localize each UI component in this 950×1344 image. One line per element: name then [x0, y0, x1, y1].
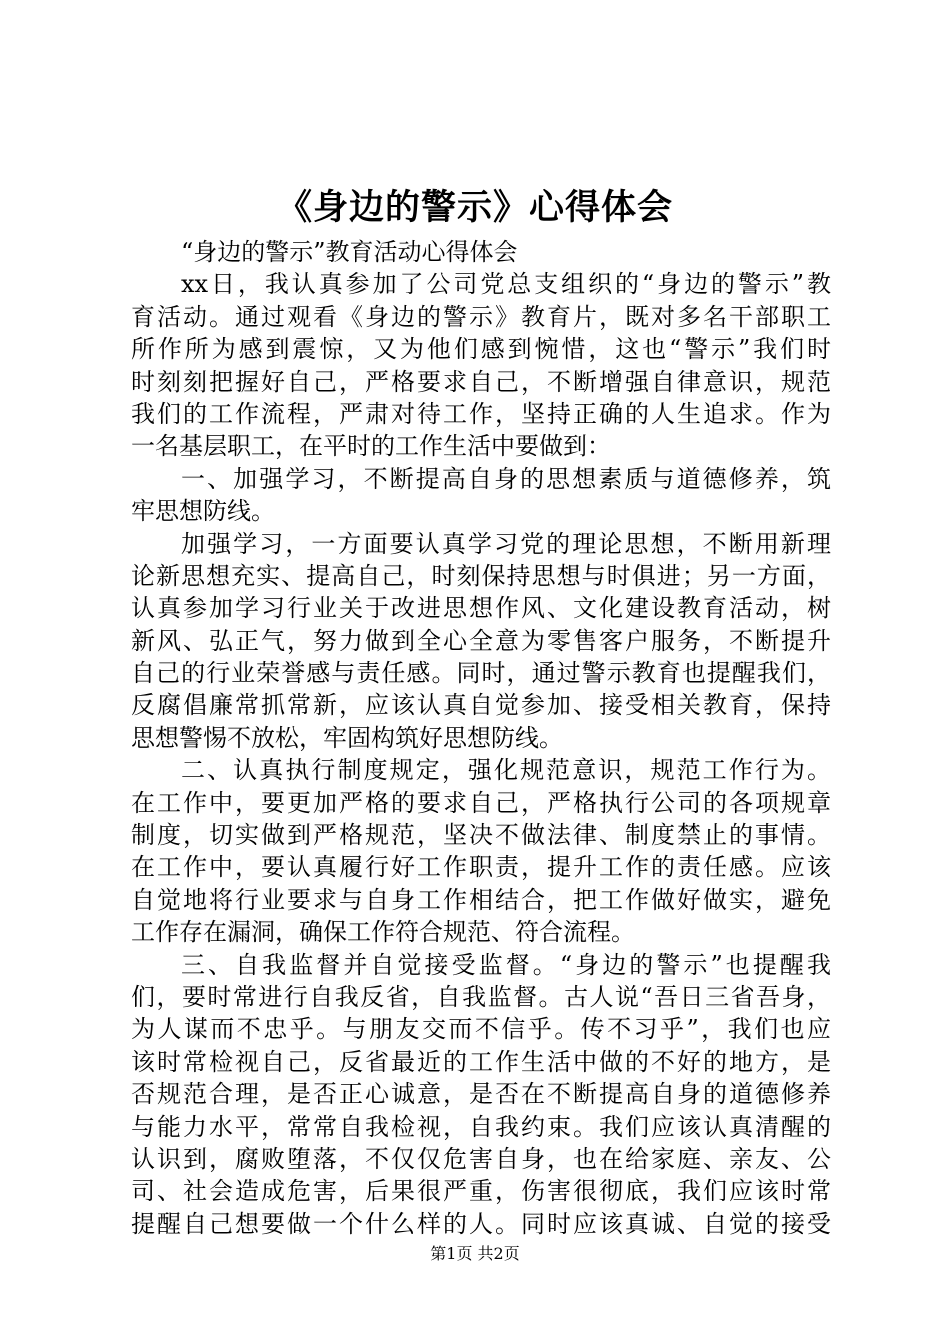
paragraph-line: 一名基层职工，在平时的工作生活中要做到： [131, 432, 611, 461]
section-heading-line: 三、自我监督并自觉接受监督。“身边的警示”也提醒我 [181, 950, 831, 979]
paragraph-line: 反腐倡廉常抓常新，应该认真自觉参加、接受相关教育，保持 [131, 691, 831, 720]
paragraph-line: 认真参加学习行业关于改进思想作风、文化建设教育活动，树 [131, 594, 831, 623]
paragraph-line: 论新思想充实、提高自己，时刻保持思想与时俱进；另一方面， [131, 561, 831, 590]
paragraph-line: 认识到，腐败堕落，不仅仅危害自身，也在给家庭、亲友、公 [131, 1144, 831, 1173]
paragraph-line: 该时常检视自己，反省最近的工作生活中做的不好的地方，是 [131, 1047, 831, 1076]
section-heading-line: 一、加强学习，不断提高自身的思想素质与道德修养，筑 [181, 464, 831, 493]
paragraph-line: 新风、弘正气，努力做到全心全意为零售客户服务，不断提升 [131, 626, 831, 655]
paragraph-line: 为人谋而不忠乎。与朋友交而不信乎。传不习乎”，我们也应 [131, 1015, 831, 1044]
paragraph-line: 司、社会造成危害，后果很严重，伤害很彻底，我们应该时常 [131, 1177, 831, 1206]
paragraph-line: 加强学习，一方面要认真学习党的理论思想，不断用新理 [181, 529, 831, 558]
paragraph-line: 思想警惕不放松，牢固构筑好思想防线。 [131, 723, 563, 752]
paragraph-line: 我们的工作流程，严肃对待工作，坚持正确的人生追求。作为 [131, 399, 831, 428]
document-body [131, 236, 831, 1240]
paragraph-line: xx日，我认真参加了公司党总支组织的“身边的警示”教 [181, 270, 831, 299]
paragraph-line: 育活动。通过观看《身边的警示》教育片，既对多名干部职工 [131, 302, 831, 331]
paragraph-line: 自觉地将行业要求与自身工作相结合，把工作做好做实，避免 [131, 885, 831, 914]
page-number-footer: 第1页 共2页 [430, 1244, 520, 1263]
paragraph-line: 在工作中，要认真履行好工作职责，提升工作的责任感。应该 [131, 853, 831, 882]
section-heading-line: 牢思想防线。 [131, 497, 275, 526]
paragraph-line: 自己的行业荣誉感与责任感。同时，通过警示教育也提醒我们， [131, 659, 831, 688]
paragraph-line: 提醒自己想要做一个什么样的人。同时应该真诚、自觉的接受 [131, 1209, 831, 1238]
paragraph-line: 工作存在漏洞，确保工作符合规范、符合流程。 [131, 918, 635, 947]
paragraph-line: 在工作中，要更加严格的要求自己，严格执行公司的各项规章 [131, 788, 831, 817]
paragraph-line: 时刻刻把握好自己，严格要求自己，不断增强自律意识，规范 [131, 367, 831, 396]
subtitle-line: “身边的警示”教育活动心得体会 [181, 238, 518, 266]
document-title: 《身边的警示》心得体会 [276, 188, 673, 228]
paragraph-line: 制度，切实做到严格规范，坚决不做法律、制度禁止的事情。 [131, 821, 831, 850]
paragraph-line: 否规范合理，是否正心诚意，是否在不断提高自身的道德修养 [131, 1080, 831, 1109]
paragraph-line: 与能力水平，常常自我检视，自我约束。我们应该认真清醒的 [131, 1112, 831, 1141]
paragraph-line: 所作所为感到震惊，又为他们感到惋惜，这也“警示”我们时 [131, 335, 831, 364]
section-heading-line: 二、认真执行制度规定，强化规范意识，规范工作行为。 [181, 756, 831, 785]
paragraph-line: 们，要时常进行自我反省，自我监督。古人说“吾日三省吾身， [131, 982, 831, 1011]
